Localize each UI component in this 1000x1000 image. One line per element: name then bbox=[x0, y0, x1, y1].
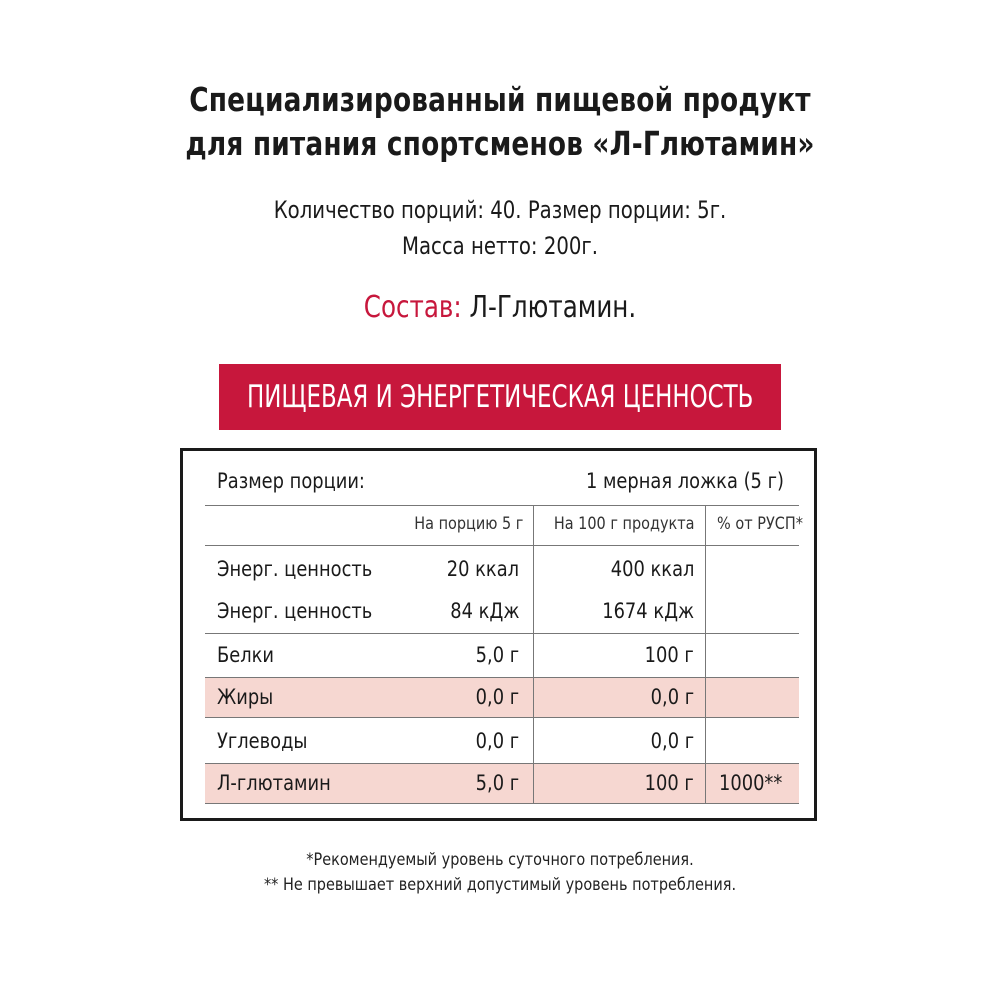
row-glutamine-name: Л-глютамин bbox=[217, 771, 331, 795]
row-glutamine-per-100g: 100 г bbox=[644, 771, 694, 795]
column-header-rda: % от РУСП* bbox=[717, 514, 803, 534]
row-carbs-per-100g: 0,0 г bbox=[650, 729, 694, 753]
product-title bbox=[100, 78, 900, 166]
row-fats-per-serving: 0,0 г bbox=[475, 685, 519, 709]
footnote-upper-limit: ** Не превышает верхний допустимый уровень потребления. bbox=[263, 875, 737, 895]
column-divider-2 bbox=[705, 505, 706, 803]
row-carbs-name: Углеводы bbox=[217, 729, 308, 753]
divider-after-glutamine bbox=[205, 803, 799, 804]
divider-after-serving bbox=[205, 505, 799, 506]
title-line-1: Специализированный пищевой продукт bbox=[189, 80, 811, 119]
row-energy-kcal-per-serving: 20 ккал bbox=[446, 557, 519, 581]
serving-size-label: Размер порции: bbox=[217, 469, 365, 493]
footnote-rda: *Рекомендуемый уровень суточного потребления. bbox=[306, 850, 694, 870]
composition bbox=[90, 288, 910, 328]
nutrition-banner bbox=[219, 364, 781, 430]
composition-value: Л-Глютамин. bbox=[461, 290, 637, 325]
row-fats-per-100g: 0,0 г bbox=[650, 685, 694, 709]
divider-after-energy bbox=[205, 633, 799, 634]
product-info bbox=[90, 192, 910, 264]
divider-after-fats bbox=[205, 717, 799, 718]
divider-after-protein bbox=[205, 677, 799, 678]
title-line-2: для питания спортсменов «Л-Глютамин» bbox=[185, 124, 815, 163]
row-glutamine-rda: 1000** bbox=[719, 771, 783, 795]
divider-after-header bbox=[205, 545, 799, 546]
row-carbs-per-serving: 0,0 г bbox=[475, 729, 519, 753]
row-energy-kj-per-serving: 84 кДж bbox=[449, 599, 519, 623]
serving-size-value: 1 мерная ложка (5 г) bbox=[586, 469, 784, 493]
row-protein-per-serving: 5,0 г bbox=[475, 643, 519, 667]
divider-after-carbs bbox=[205, 763, 799, 764]
nutrition-table bbox=[180, 448, 817, 821]
nutrition-banner-text: ПИЩЕВАЯ И ЭНЕРГЕТИЧЕСКАЯ ЦЕННОСТЬ bbox=[246, 379, 754, 415]
row-protein-name: Белки bbox=[217, 643, 275, 667]
row-protein-per-100g: 100 г bbox=[644, 643, 694, 667]
row-energy-kj-name: Энерг. ценность bbox=[217, 599, 373, 623]
net-weight-line: Масса нетто: 200г. bbox=[401, 232, 598, 260]
servings-line: Количество порций: 40. Размер порции: 5г. bbox=[273, 196, 727, 224]
row-energy-kj-per-100g: 1674 кДж bbox=[602, 599, 694, 623]
row-energy-kcal-name: Энерг. ценность bbox=[217, 557, 373, 581]
row-energy-kcal-per-100g: 400 ккал bbox=[610, 557, 694, 581]
composition-label: Состав: bbox=[363, 290, 462, 325]
column-header-per-100g: На 100 г продукта bbox=[554, 514, 695, 534]
column-divider-1 bbox=[533, 505, 534, 803]
column-header-per-serving: На порцию 5 г bbox=[413, 514, 523, 534]
row-glutamine-per-serving: 5,0 г bbox=[475, 771, 519, 795]
row-fats-name: Жиры bbox=[217, 685, 274, 709]
